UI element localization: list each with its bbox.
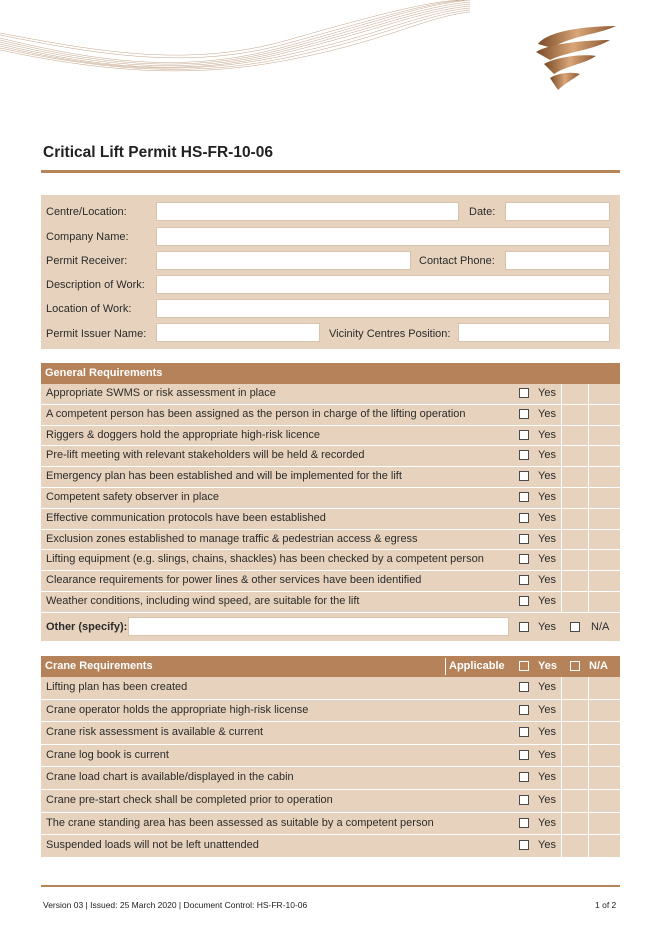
general-requirement-row — [41, 550, 620, 571]
contact-phone-field[interactable] — [505, 251, 610, 270]
crane-requirements-title: Crane Requirements — [45, 660, 153, 672]
other-specify-field[interactable] — [128, 617, 509, 636]
crane-requirement-yes-checkbox[interactable] — [519, 727, 529, 737]
crane-requirement-yes-label: Yes — [538, 794, 556, 806]
crane-requirement-yes-checkbox[interactable] — [519, 818, 529, 828]
permit-issuer-name-field[interactable] — [156, 323, 320, 342]
general-requirement-row — [41, 592, 620, 613]
general-requirement-item-text: Lifting equipment (e.g. slings, chains, shackles) has been checked by a competent person — [46, 553, 484, 566]
general-requirement-row — [41, 509, 620, 530]
crane-requirement-row — [41, 790, 620, 813]
crane-requirement-yes-label: Yes — [538, 681, 556, 693]
general-requirement-yes-label: Yes — [538, 532, 556, 545]
crane-requirement-item-text: Crane load chart is available/displayed in the cabin — [46, 771, 294, 784]
crane-requirement-item-text: Crane log book is current — [46, 748, 169, 761]
general-requirement-yes-checkbox[interactable] — [519, 471, 529, 481]
location-of-work-field[interactable] — [156, 299, 610, 318]
crane-requirement-yes-label: Yes — [538, 839, 556, 852]
general-requirement-item-text: Competent safety observer in place — [46, 491, 220, 503]
footer-divider — [41, 885, 620, 887]
company-name-label: Company Name: — [46, 231, 129, 243]
crane-requirement-yes-label: Yes — [538, 816, 556, 829]
general-requirement-item-text: Emergency plan has been established and will be implemented for the lift — [46, 470, 402, 483]
crane-requirement-yes-checkbox[interactable] — [519, 750, 529, 760]
general-requirement-item-text: Exclusion zones established to manage traffic & pedestrian access & egress — [46, 532, 418, 545]
permit-receiver-label: Permit Receiver: — [46, 255, 128, 267]
general-requirement-yes-label: Yes — [538, 511, 556, 524]
general-requirement-yes-checkbox[interactable] — [519, 388, 529, 398]
crane-requirement-row — [41, 835, 620, 858]
vicinity-centres-position-label: Vicinity Centres Position: — [329, 328, 451, 340]
page-title: Critical Lift Permit HS-FR-10-06 — [43, 144, 273, 161]
crane-requirements-header — [41, 656, 620, 677]
location-of-work-label: Location of Work: — [46, 303, 132, 315]
general-requirement-row — [41, 446, 620, 467]
general-requirement-yes-label: Yes — [538, 387, 556, 399]
crane-requirement-item-text: Lifting plan has been created — [46, 681, 188, 693]
general-requirement-item-text: Appropriate SWMS or risk assessment in place — [46, 387, 276, 399]
other-yes-checkbox[interactable] — [519, 622, 529, 632]
contact-phone-label: Contact Phone: — [419, 255, 495, 267]
crane-requirement-yes-checkbox[interactable] — [519, 772, 529, 782]
crane-requirement-yes-checkbox[interactable] — [519, 795, 529, 805]
general-requirement-row — [41, 405, 620, 426]
title-divider — [41, 170, 620, 173]
permit-info-panel — [41, 195, 620, 349]
crane-requirement-item-text: Crane operator holds the appropriate high-risk license — [46, 703, 309, 716]
general-requirement-yes-checkbox[interactable] — [519, 534, 529, 544]
crane-requirement-row — [41, 677, 620, 700]
crane-requirement-yes-checkbox[interactable] — [519, 840, 529, 850]
description-of-work-label: Description of Work: — [46, 279, 145, 291]
footer-document-info: Version 03 | Issued: 25 March 2020 | Document Control: HS-FR-10-06 — [43, 900, 308, 910]
general-requirement-row — [41, 530, 620, 551]
general-requirement-yes-checkbox[interactable] — [519, 596, 529, 606]
vicinity-centres-position-field[interactable] — [458, 323, 610, 342]
general-requirement-yes-checkbox[interactable] — [519, 492, 529, 502]
other-na-checkbox[interactable] — [570, 622, 580, 632]
general-requirement-item-text: Weather conditions, including wind speed, are suitable for the lift — [46, 595, 360, 607]
crane-requirements-section — [41, 656, 620, 858]
general-requirement-yes-label: Yes — [538, 595, 556, 607]
applicable-na-checkbox[interactable] — [570, 661, 580, 671]
crane-requirement-row — [41, 767, 620, 790]
crane-requirement-item-text: Suspended loads will not be left unattended — [46, 839, 259, 852]
centre-location-label: Centre/Location: — [46, 206, 127, 218]
general-requirement-yes-checkbox[interactable] — [519, 513, 529, 523]
decorative-wave-graphic — [0, 0, 470, 80]
general-requirement-row — [41, 488, 620, 509]
general-requirements-title: General Requirements — [45, 367, 163, 379]
general-requirement-yes-label: Yes — [538, 470, 556, 483]
header-divider — [445, 658, 446, 675]
crane-requirement-yes-label: Yes — [538, 726, 556, 739]
applicable-label: Applicable — [449, 660, 505, 672]
company-name-field[interactable] — [156, 227, 610, 246]
crane-requirement-row — [41, 722, 620, 745]
general-requirement-item-text: Pre-lift meeting with relevant stakeholders will be held & recorded — [46, 449, 365, 462]
general-requirement-yes-checkbox[interactable] — [519, 450, 529, 460]
crane-requirement-yes-label: Yes — [538, 748, 556, 761]
general-requirement-yes-label: Yes — [538, 428, 556, 441]
crane-requirement-item-text: Crane pre-start check shall be completed prior to operation — [46, 794, 333, 806]
general-requirement-row — [41, 571, 620, 592]
general-requirement-row — [41, 467, 620, 488]
general-requirement-yes-label: Yes — [538, 407, 556, 420]
company-logo-icon — [530, 22, 622, 94]
crane-requirement-row — [41, 813, 620, 836]
permit-receiver-field[interactable] — [156, 251, 411, 270]
date-label: Date: — [469, 206, 496, 218]
other-yes-label: Yes — [538, 621, 556, 633]
applicable-na-label: N/A — [589, 660, 608, 672]
crane-requirement-yes-checkbox[interactable] — [519, 682, 529, 692]
crane-requirement-yes-label: Yes — [538, 771, 556, 784]
general-requirement-item-text: Clearance requirements for power lines & other services have been identified — [46, 574, 422, 587]
crane-requirement-yes-label: Yes — [538, 703, 556, 716]
date-field[interactable] — [505, 202, 610, 221]
general-requirement-item-text: A competent person has been assigned as the person in charge of the lifting operation — [46, 407, 466, 420]
footer-page-number: 1 of 2 — [595, 900, 617, 910]
general-requirements-section — [41, 363, 620, 641]
general-requirement-yes-label: Yes — [538, 574, 556, 587]
general-requirement-yes-label: Yes — [538, 491, 556, 503]
crane-requirement-item-text: Crane risk assessment is available & current — [46, 726, 264, 739]
permit-issuer-name-label: Permit Issuer Name: — [46, 328, 147, 340]
general-requirement-yes-checkbox[interactable] — [519, 575, 529, 585]
crane-requirement-item-text: The crane standing area has been assessed as suitable by a competent person — [46, 816, 434, 829]
applicable-yes-label: Yes — [538, 660, 557, 672]
applicable-yes-checkbox[interactable] — [519, 661, 529, 671]
general-requirement-row — [41, 426, 620, 447]
crane-requirement-row — [41, 700, 620, 723]
other-na-label: N/A — [591, 621, 610, 633]
general-requirement-yes-label: Yes — [538, 449, 556, 462]
general-requirement-yes-checkbox[interactable] — [519, 430, 529, 440]
centre-location-field[interactable] — [156, 202, 459, 221]
crane-requirement-yes-checkbox[interactable] — [519, 705, 529, 715]
crane-requirement-row — [41, 745, 620, 768]
general-requirement-yes-checkbox[interactable] — [519, 554, 529, 564]
other-specify-label: Other (specify): — [46, 621, 128, 633]
general-requirements-header — [41, 363, 620, 384]
general-requirement-item-text: Riggers & doggers hold the appropriate high-risk licence — [46, 428, 320, 441]
general-requirement-yes-label: Yes — [538, 553, 556, 566]
general-requirement-item-text: Effective communication protocols have been established — [46, 511, 326, 524]
row-divider — [41, 857, 620, 858]
general-requirement-yes-checkbox[interactable] — [519, 409, 529, 419]
other-specify-row — [41, 612, 620, 641]
general-requirement-row — [41, 384, 620, 405]
description-of-work-field[interactable] — [156, 275, 610, 294]
